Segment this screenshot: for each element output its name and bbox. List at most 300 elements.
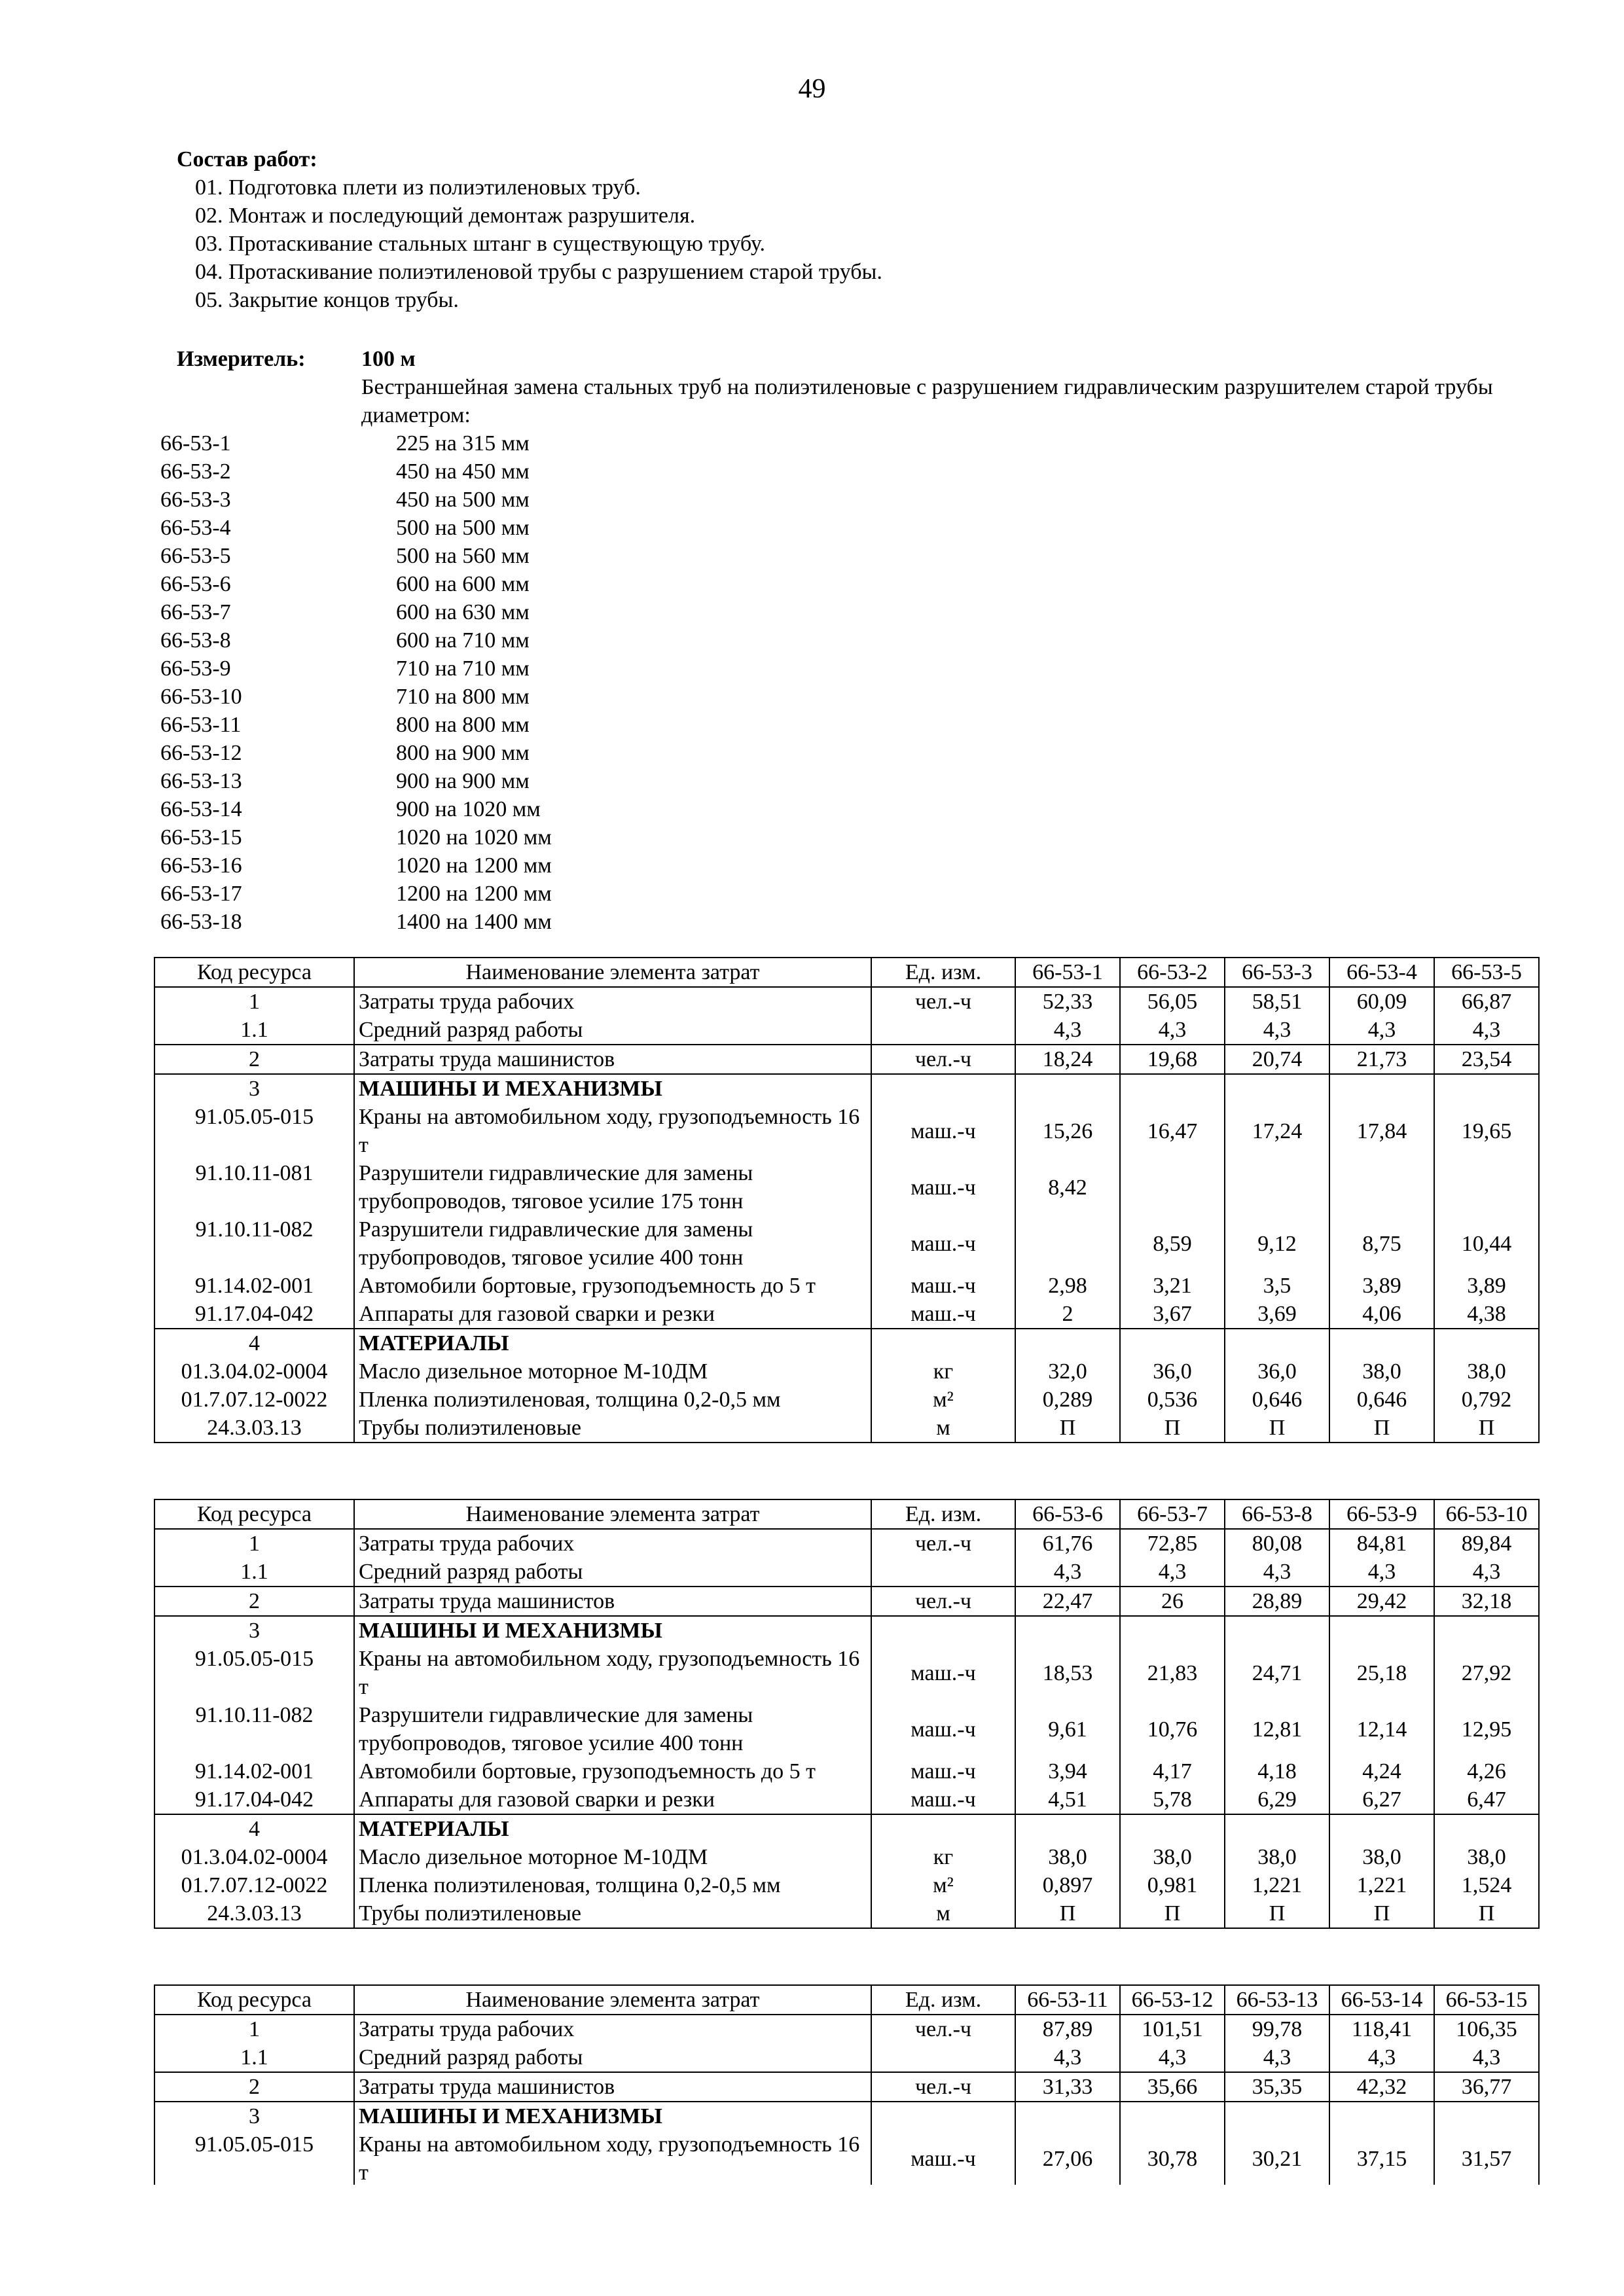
code-size: 1020 на 1020 мм: [396, 825, 552, 850]
resource-value: [1225, 1329, 1329, 1357]
code-size: 800 на 800 мм: [396, 713, 530, 737]
resource-value: 3,89: [1434, 1272, 1539, 1300]
resource-value: 6,27: [1329, 1785, 1434, 1814]
resource-name: Затраты труда машинистов: [354, 2072, 871, 2102]
resource-name: Средний разряд работы: [354, 2043, 871, 2072]
resource-value: 20,74: [1225, 1045, 1329, 1074]
resource-code: 1.1: [154, 1558, 354, 1587]
code-size: 500 на 500 мм: [396, 516, 530, 540]
resource-value: 38,0: [1015, 1843, 1120, 1871]
table-header-row: [154, 1985, 1539, 2015]
code-number: 66-53-5: [160, 544, 231, 568]
resource-table-3: [154, 1984, 1540, 2187]
code-number: 66-53-15: [160, 825, 242, 850]
measure-label: Измеритель:: [177, 347, 306, 371]
table-row: [154, 1215, 1539, 1272]
resource-unit: чел.-ч: [871, 987, 1015, 1016]
resource-name: Затраты труда рабочих: [354, 1529, 871, 1558]
resource-value: 21,73: [1329, 1045, 1434, 1074]
header-norm-code: 66-53-6: [1015, 1499, 1120, 1529]
header-unit: Ед. изм.: [871, 1499, 1015, 1529]
resource-value: 2,98: [1015, 1272, 1120, 1300]
resource-value: [1434, 1329, 1539, 1357]
resource-value: 101,51: [1120, 2015, 1225, 2043]
resource-value: [1015, 2102, 1120, 2130]
code-list-item: [160, 655, 658, 683]
resource-unit: [871, 1329, 1015, 1357]
resource-value: 60,09: [1329, 987, 1434, 1016]
table-row: [154, 1871, 1539, 1899]
header-norm-code: 66-53-5: [1434, 958, 1539, 987]
resource-value: 4,24: [1329, 1757, 1434, 1785]
resource-value: 27,92: [1434, 1645, 1539, 1701]
resource-unit: [871, 1016, 1015, 1045]
resource-value: 4,18: [1225, 1757, 1329, 1785]
resource-value: П: [1329, 1899, 1434, 1928]
header-norm-code: 66-53-7: [1120, 1499, 1225, 1529]
table-row: [154, 1386, 1539, 1414]
resource-value: 58,51: [1225, 987, 1329, 1016]
resource-value: 5,78: [1120, 1785, 1225, 1814]
resource-value: 4,3: [1015, 1558, 1120, 1587]
resource-unit: маш.-ч: [871, 1103, 1015, 1159]
resource-value: 18,53: [1015, 1645, 1120, 1701]
header-norm-code: 66-53-8: [1225, 1499, 1329, 1529]
resource-name: Затраты труда рабочих: [354, 2015, 871, 2043]
resource-value: 16,47: [1120, 1103, 1225, 1159]
resource-value: 3,94: [1015, 1757, 1120, 1785]
resource-name: Разрушители гидравлические для замены трубопроводов, тяговое усилие 400 тонн: [354, 1701, 871, 1757]
header-unit: Ед. изм.: [871, 958, 1015, 987]
resource-code: 91.10.11-081: [154, 1159, 354, 1215]
resource-value: 4,3: [1015, 1016, 1120, 1045]
header-unit: Ед. изм.: [871, 1985, 1015, 2015]
resource-value: 4,38: [1434, 1300, 1539, 1329]
resource-unit: [871, 2102, 1015, 2130]
table-row: [154, 2130, 1539, 2187]
code-list-item: [160, 739, 658, 767]
header-norm-code: 66-53-4: [1329, 958, 1434, 987]
resource-value: [1015, 1814, 1120, 1843]
resource-value: П: [1434, 1414, 1539, 1443]
code-list-item: [160, 598, 658, 626]
resource-value: 38,0: [1225, 1843, 1329, 1871]
table-row: [154, 1414, 1539, 1443]
header-name: Наименование элемента затрат: [354, 1985, 871, 2015]
resource-value: [1329, 1159, 1434, 1215]
resource-name: Аппараты для газовой сварки и резки: [354, 1785, 871, 1814]
header-norm-code: 66-53-1: [1015, 958, 1120, 987]
resource-code: 91.14.02-001: [154, 1272, 354, 1300]
code-number: 66-53-11: [160, 713, 242, 737]
resource-name: Масло дизельное моторное М-10ДМ: [354, 1357, 871, 1386]
resource-name: Краны на автомобильном ходу, грузоподъемность 16 т: [354, 2130, 871, 2187]
code-size: 450 на 500 мм: [396, 488, 530, 512]
resource-value: 4,3: [1434, 1558, 1539, 1587]
resource-value: 17,84: [1329, 1103, 1434, 1159]
resource-unit: [871, 1814, 1015, 1843]
resource-code: 91.05.05-015: [154, 1645, 354, 1701]
resource-value: 66,87: [1434, 987, 1539, 1016]
resource-name: Пленка полиэтиленовая, толщина 0,2-0,5 мм: [354, 1386, 871, 1414]
resource-code: 3: [154, 1616, 354, 1645]
resource-unit: м: [871, 1414, 1015, 1443]
work-step: 05. Закрытие концов трубы.: [195, 288, 459, 312]
resource-value: 0,536: [1120, 1386, 1225, 1414]
code-size: 1400 на 1400 мм: [396, 910, 552, 934]
code-number: 66-53-10: [160, 685, 242, 709]
resource-name: Затраты труда рабочих: [354, 987, 871, 1016]
page-number: 49: [798, 74, 826, 104]
resource-value: 17,24: [1225, 1103, 1329, 1159]
table-row: [154, 987, 1539, 1016]
resource-unit: чел.-ч: [871, 2015, 1015, 2043]
resource-value: 1,221: [1225, 1871, 1329, 1899]
resource-value: 99,78: [1225, 2015, 1329, 2043]
resource-value: 29,42: [1329, 1587, 1434, 1616]
resource-value: 38,0: [1120, 1843, 1225, 1871]
resource-unit: м²: [871, 1871, 1015, 1899]
resource-name: Средний разряд работы: [354, 1558, 871, 1587]
code-size: 900 на 1020 мм: [396, 797, 541, 821]
resource-value: 1,524: [1434, 1871, 1539, 1899]
resource-unit: [871, 1558, 1015, 1587]
resource-value: 38,0: [1434, 1357, 1539, 1386]
work-step: 02. Монтаж и последующий демонтаж разрушителя.: [195, 204, 696, 228]
code-size: 225 на 315 мм: [396, 431, 530, 456]
resource-value: [1434, 2102, 1539, 2130]
table-row: [154, 1329, 1539, 1357]
table-row: [154, 1159, 1539, 1215]
resource-unit: маш.-ч: [871, 1701, 1015, 1757]
resource-unit: маш.-ч: [871, 1757, 1015, 1785]
resource-name: МАШИНЫ И МЕХАНИЗМЫ: [354, 1074, 871, 1103]
resource-value: 52,33: [1015, 987, 1120, 1016]
resource-code: 2: [154, 2072, 354, 2102]
code-size: 450 на 450 мм: [396, 459, 530, 484]
resource-value: 4,06: [1329, 1300, 1434, 1329]
resource-code: 91.14.02-001: [154, 1757, 354, 1785]
resource-value: [1120, 2102, 1225, 2130]
resource-value: 9,61: [1015, 1701, 1120, 1757]
code-number: 66-53-7: [160, 600, 231, 624]
resource-name: Разрушители гидравлические для замены трубопроводов, тяговое усилие 400 тонн: [354, 1215, 871, 1272]
resource-value: [1434, 1159, 1539, 1215]
table-row: [154, 1587, 1539, 1616]
code-size: 710 на 710 мм: [396, 656, 530, 681]
resource-value: [1434, 1074, 1539, 1103]
code-number: 66-53-9: [160, 656, 231, 681]
header-norm-code: 66-53-10: [1434, 1499, 1539, 1529]
work-step: 03. Протаскивание стальных штанг в существующую трубу.: [195, 232, 766, 256]
resource-code: 1.1: [154, 2043, 354, 2072]
code-number: 66-53-4: [160, 516, 231, 540]
resource-table-1: [154, 957, 1540, 1443]
table-row: [154, 1357, 1539, 1386]
table-row: [154, 2043, 1539, 2072]
table-row: [154, 1016, 1539, 1045]
code-list-item: [160, 823, 658, 852]
table-row: [154, 1074, 1539, 1103]
header-code: Код ресурса: [154, 958, 354, 987]
resource-value: 12,14: [1329, 1701, 1434, 1757]
resource-value: 4,51: [1015, 1785, 1120, 1814]
resource-value: [1329, 1074, 1434, 1103]
resource-value: 106,35: [1434, 2015, 1539, 2043]
resource-value: П: [1329, 1414, 1434, 1443]
page-cut: [153, 2185, 1540, 2187]
resource-value: 19,68: [1120, 1045, 1225, 1074]
resource-value: [1225, 1616, 1329, 1645]
code-list-item: [160, 908, 658, 936]
resource-value: 8,75: [1329, 1215, 1434, 1272]
resource-value: 4,3: [1225, 1016, 1329, 1045]
header-code: Код ресурса: [154, 1499, 354, 1529]
header-norm-code: 66-53-11: [1015, 1985, 1120, 2015]
resource-value: 1,221: [1329, 1871, 1434, 1899]
resource-value: 4,3: [1434, 2043, 1539, 2072]
resource-name: Масло дизельное моторное М-10ДМ: [354, 1843, 871, 1871]
header-norm-code: 66-53-13: [1225, 1985, 1329, 2015]
resource-value: 25,18: [1329, 1645, 1434, 1701]
code-size: 1020 на 1200 мм: [396, 853, 552, 878]
resource-value: 80,08: [1225, 1529, 1329, 1558]
resource-value: П: [1225, 1899, 1329, 1928]
code-list-item: [160, 880, 658, 908]
resource-value: 4,3: [1434, 1016, 1539, 1045]
resource-value: 3,5: [1225, 1272, 1329, 1300]
table-row: [154, 1899, 1539, 1928]
code-list-item: [160, 711, 658, 739]
header-code: Код ресурса: [154, 1985, 354, 2015]
code-number: 66-53-1: [160, 431, 231, 456]
resource-value: 28,89: [1225, 1587, 1329, 1616]
resource-value: 21,83: [1120, 1645, 1225, 1701]
resource-value: 38,0: [1434, 1843, 1539, 1871]
resource-value: 35,35: [1225, 2072, 1329, 2102]
resource-name: Трубы полиэтиленовые: [354, 1414, 871, 1443]
header-name: Наименование элемента затрат: [354, 958, 871, 987]
code-size: 600 на 710 мм: [396, 628, 530, 653]
resource-value: 4,17: [1120, 1757, 1225, 1785]
resource-code: 91.17.04-042: [154, 1785, 354, 1814]
resource-value: 36,77: [1434, 2072, 1539, 2102]
resource-value: [1225, 2102, 1329, 2130]
code-list-item: [160, 767, 658, 795]
resource-value: 0,792: [1434, 1386, 1539, 1414]
work-step: 04. Протаскивание полиэтиленовой трубы с разрушением старой трубы.: [195, 260, 882, 284]
resource-value: 4,3: [1120, 1558, 1225, 1587]
resource-value: [1120, 1616, 1225, 1645]
resource-name: Пленка полиэтиленовая, толщина 0,2-0,5 мм: [354, 1871, 871, 1899]
resource-value: 3,69: [1225, 1300, 1329, 1329]
resource-value: 0,646: [1225, 1386, 1329, 1414]
resource-code: 91.10.11-082: [154, 1215, 354, 1272]
resource-value: [1329, 1814, 1434, 1843]
resource-value: 84,81: [1329, 1529, 1434, 1558]
code-list-item: [160, 852, 658, 880]
code-size: 500 на 560 мм: [396, 544, 530, 568]
resource-value: П: [1015, 1899, 1120, 1928]
code-list-item: [160, 486, 658, 514]
header-norm-code: 66-53-12: [1120, 1985, 1225, 2015]
resource-name: МАШИНЫ И МЕХАНИЗМЫ: [354, 1616, 871, 1645]
resource-value: 3,89: [1329, 1272, 1434, 1300]
table-row: [154, 2072, 1539, 2102]
resource-unit: чел.-ч: [871, 1529, 1015, 1558]
resource-value: 61,76: [1015, 1529, 1120, 1558]
resource-value: П: [1225, 1414, 1329, 1443]
code-number: 66-53-2: [160, 459, 231, 484]
resource-value: 8,42: [1015, 1159, 1120, 1215]
code-size: 710 на 800 мм: [396, 685, 530, 709]
resource-name: Затраты труда машинистов: [354, 1587, 871, 1616]
resource-value: [1120, 1814, 1225, 1843]
table-row: [154, 1645, 1539, 1701]
resource-value: [1015, 1074, 1120, 1103]
resource-value: 32,0: [1015, 1357, 1120, 1386]
table-row: [154, 2102, 1539, 2130]
resource-code: 91.10.11-082: [154, 1701, 354, 1757]
code-size: 600 на 600 мм: [396, 572, 530, 596]
resource-value: П: [1120, 1899, 1225, 1928]
resource-code: 2: [154, 1587, 354, 1616]
resource-value: 30,78: [1120, 2130, 1225, 2187]
resource-value: 0,646: [1329, 1386, 1434, 1414]
resource-value: П: [1434, 1899, 1539, 1928]
resource-value: 2: [1015, 1300, 1120, 1329]
resource-unit: [871, 2043, 1015, 2072]
resource-unit: м: [871, 1899, 1015, 1928]
resource-unit: маш.-ч: [871, 1785, 1015, 1814]
resource-name: МАШИНЫ И МЕХАНИЗМЫ: [354, 2102, 871, 2130]
table-row: [154, 1272, 1539, 1300]
resource-value: 10,44: [1434, 1215, 1539, 1272]
resource-name: МАТЕРИАЛЫ: [354, 1329, 871, 1357]
resource-value: 118,41: [1329, 2015, 1434, 2043]
resource-value: 4,3: [1225, 1558, 1329, 1587]
resource-value: 15,26: [1015, 1103, 1120, 1159]
resource-code: 3: [154, 2102, 354, 2130]
measure-value: 100 м: [361, 347, 416, 371]
header-norm-code: 66-53-15: [1434, 1985, 1539, 2015]
resource-value: 72,85: [1120, 1529, 1225, 1558]
resource-unit: маш.-ч: [871, 1272, 1015, 1300]
resource-value: [1015, 1215, 1120, 1272]
resource-value: [1225, 1159, 1329, 1215]
resource-value: 26: [1120, 1587, 1225, 1616]
resource-code: 24.3.03.13: [154, 1899, 354, 1928]
resource-value: [1225, 1814, 1329, 1843]
table-row: [154, 1045, 1539, 1074]
resource-code: 1.1: [154, 1016, 354, 1045]
resource-unit: маш.-ч: [871, 1215, 1015, 1272]
header-norm-code: 66-53-14: [1329, 1985, 1434, 2015]
resource-value: 9,12: [1225, 1215, 1329, 1272]
code-list-item: [160, 514, 658, 542]
resource-value: 89,84: [1434, 1529, 1539, 1558]
resource-unit: кг: [871, 1357, 1015, 1386]
resource-code: 91.05.05-015: [154, 2130, 354, 2187]
resource-value: 38,0: [1329, 1843, 1434, 1871]
resource-name: МАТЕРИАЛЫ: [354, 1814, 871, 1843]
code-list-item: [160, 542, 658, 570]
resource-value: 4,3: [1329, 1558, 1434, 1587]
resource-value: 23,54: [1434, 1045, 1539, 1074]
resource-unit: м²: [871, 1386, 1015, 1414]
resource-value: 0,289: [1015, 1386, 1120, 1414]
code-list-item: [160, 457, 658, 486]
code-list: [160, 429, 658, 936]
table-row: [154, 1558, 1539, 1587]
header-name: Наименование элемента затрат: [354, 1499, 871, 1529]
resource-value: 4,3: [1329, 2043, 1434, 2072]
header-norm-code: 66-53-3: [1225, 958, 1329, 987]
resource-code: 1: [154, 2015, 354, 2043]
resource-value: [1329, 1329, 1434, 1357]
code-size: 1200 на 1200 мм: [396, 882, 552, 906]
resource-value: 42,32: [1329, 2072, 1434, 2102]
code-number: 66-53-16: [160, 853, 242, 878]
resource-code: 2: [154, 1045, 354, 1074]
resource-code: 4: [154, 1329, 354, 1357]
resource-unit: маш.-ч: [871, 1159, 1015, 1215]
resource-value: 6,47: [1434, 1785, 1539, 1814]
resource-name: Разрушители гидравлические для замены трубопроводов, тяговое усилие 175 тонн: [354, 1159, 871, 1215]
resource-value: 56,05: [1120, 987, 1225, 1016]
resource-code: 1: [154, 1529, 354, 1558]
resource-value: 12,95: [1434, 1701, 1539, 1757]
resource-value: 22,47: [1015, 1587, 1120, 1616]
resource-unit: маш.-ч: [871, 1300, 1015, 1329]
resource-unit: чел.-ч: [871, 1587, 1015, 1616]
resource-code: 4: [154, 1814, 354, 1843]
resource-name: Затраты труда машинистов: [354, 1045, 871, 1074]
table-row: [154, 1103, 1539, 1159]
code-number: 66-53-3: [160, 488, 231, 512]
resource-value: 32,18: [1434, 1587, 1539, 1616]
resource-value: 3,67: [1120, 1300, 1225, 1329]
resource-value: [1120, 1159, 1225, 1215]
resource-value: 37,15: [1329, 2130, 1434, 2187]
code-number: 66-53-13: [160, 769, 242, 793]
table-row: [154, 1616, 1539, 1645]
measure-description: Бестраншейная замена стальных труб на полиэтиленовые с разрушением гидравлическим разрушителем старой трубы диаметром:: [361, 375, 1493, 427]
resource-value: П: [1120, 1414, 1225, 1443]
resource-value: 38,0: [1329, 1357, 1434, 1386]
code-size: 600 на 630 мм: [396, 600, 530, 624]
resource-value: [1015, 1329, 1120, 1357]
resource-table-2: [154, 1499, 1540, 1929]
resource-code: 01.7.07.12-0022: [154, 1871, 354, 1899]
resource-value: 4,3: [1329, 1016, 1434, 1045]
table-header-row: [154, 1499, 1539, 1529]
table-row: [154, 1529, 1539, 1558]
resource-value: 31,57: [1434, 2130, 1539, 2187]
resource-value: [1434, 1616, 1539, 1645]
resource-name: Трубы полиэтиленовые: [354, 1899, 871, 1928]
resource-value: 4,3: [1015, 2043, 1120, 2072]
resource-value: 0,897: [1015, 1871, 1120, 1899]
resource-name: Средний разряд работы: [354, 1016, 871, 1045]
resource-value: 35,66: [1120, 2072, 1225, 2102]
code-list-item: [160, 626, 658, 655]
code-number: 66-53-17: [160, 882, 242, 906]
resource-value: 18,24: [1015, 1045, 1120, 1074]
table-row: [154, 1300, 1539, 1329]
resource-value: 36,0: [1120, 1357, 1225, 1386]
code-list-item: [160, 795, 658, 823]
